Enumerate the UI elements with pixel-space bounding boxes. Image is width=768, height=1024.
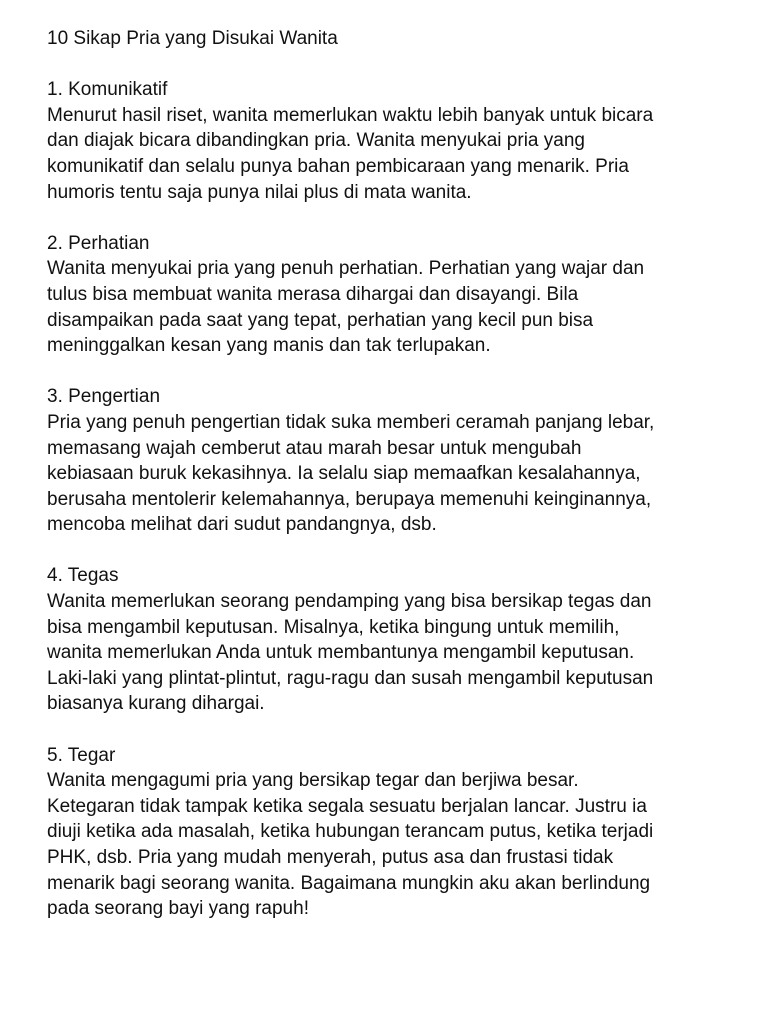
paragraph-line: memasang wajah cemberut atau marah besar untuk mengubah [47,437,582,459]
paragraph-line: tulus bisa membuat wanita merasa dihargai dan disayangi. Bila [47,283,579,305]
paragraph-line: bisa mengambil keputusan. Misalnya, ketika bingung untuk memilih, [47,616,620,638]
paragraph-line: Pria yang penuh pengertian tidak suka memberi ceramah panjang lebar, [47,411,655,433]
paragraph-line: Laki-laki yang plintat-plintut, ragu-ragu dan susah mengambil keputusan [47,667,654,689]
paragraph-line: wanita memerlukan Anda untuk membantunya mengambil keputusan. [47,642,635,664]
paragraph-line: humoris tentu saja punya nilai plus di mata wanita. [47,181,472,203]
paragraph-line: meninggalkan kesan yang manis dan tak terlupakan. [47,335,491,357]
paragraph-line: berusaha mentolerir kelemahannya, berupaya memenuhi keinginannya, [47,488,652,510]
paragraph-line: PHK, dsb. Pria yang mudah menyerah, putus asa dan frustasi tidak [47,847,614,868]
paragraph-line: Wanita memerlukan seorang pendamping yang bisa bersikap tegas dan [47,591,652,613]
section-pengertian [47,384,728,538]
paragraph-line: Menurut hasil riset, wanita memerlukan waktu lebih banyak untuk bicara [47,104,654,126]
section-komunikatif [47,77,728,205]
paragraph-line: Ketegaran tidak tampak ketika segala sesuatu berjalan lancar. Justru ia [47,795,647,817]
paragraph-line: pada seorang bayi yang rapuh! [47,898,309,920]
paragraph-line: Wanita mengagumi pria yang bersikap tegar dan berjiwa besar. [47,770,579,792]
section-heading: 1. Komunikatif [47,79,168,101]
section-perhatian [47,231,728,359]
paragraph-line: menarik bagi seorang wanita. Bagaimana mungkin aku akan berlindung [47,872,651,894]
paragraph-line: Wanita menyukai pria yang penuh perhatian. Perhatian yang wajar dan [47,258,645,280]
section-heading: 5. Tegar [47,744,116,766]
paragraph-line: dan diajak bicara dibandingkan pria. Wanita menyukai pria yang [47,130,585,152]
section-tegar [47,743,728,922]
paragraph-line: kebiasaan buruk kekasihnya. Ia selalu siap memaafkan kesalahannya, [47,463,641,485]
document-title: 10 Sikap Pria yang Disukai Wanita [47,28,338,49]
paragraph-line: komunikatif dan selalu punya bahan pembicaraan yang menarik. Pria [47,155,629,177]
section-heading: 4. Tegas [47,565,119,587]
section-heading: 2. Perhatian [47,232,150,254]
section-heading: 3. Pengertian [47,386,161,408]
paragraph-line: disampaikan pada saat yang tepat, perhatian yang kecil pun bisa [47,309,594,331]
paragraph-line: diuji ketika ada masalah, ketika hubungan terancam putus, ketika terjadi [47,821,654,843]
section-tegas [47,563,728,717]
paragraph-line: mencoba melihat dari sudut pandangnya, dsb. [47,514,437,536]
paragraph-line: biasanya kurang dihargai. [47,693,265,715]
